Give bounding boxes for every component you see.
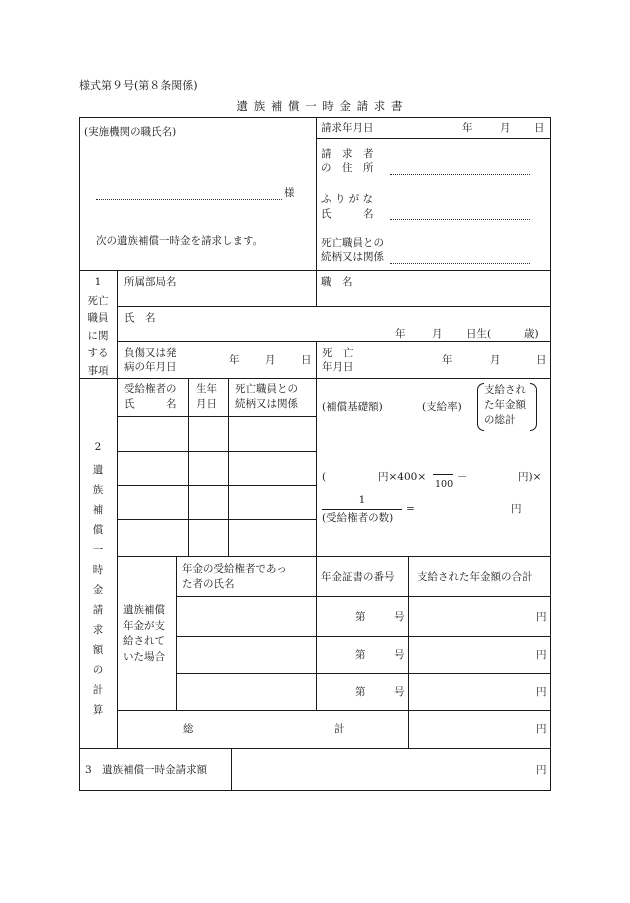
- col-birth-label-2: 月日: [196, 398, 217, 410]
- request-month-label: 月: [500, 122, 511, 134]
- rule-side-col: [117, 270, 118, 748]
- death-month-label: 月: [490, 354, 501, 366]
- cert-row1-go: 号: [394, 611, 405, 623]
- total-label-1: 総: [183, 723, 194, 735]
- rule-s1-bottom: [79, 378, 551, 379]
- injury-month-label: 月: [265, 354, 276, 366]
- total-paid-label-2: た年金額: [484, 399, 526, 411]
- claimant-address-label-2: の 住 所: [321, 162, 374, 174]
- deceased-name-label: 氏 名: [124, 312, 156, 324]
- cert-row1-dai: 第: [355, 611, 366, 623]
- rule-pension-cert-col: [408, 556, 409, 748]
- formula-open-paren: (: [322, 471, 327, 483]
- injury-date-label-2: 病の年月日: [124, 361, 177, 373]
- injury-year-label: 年: [229, 354, 240, 366]
- death-year-label: 年: [442, 354, 453, 366]
- formula-equals: =: [406, 503, 415, 515]
- fraction-numerator: 1: [358, 494, 366, 506]
- total-paid-paren-left: [477, 383, 484, 431]
- death-date-label-1: 死 亡: [322, 347, 354, 359]
- rule-pension-bottom: [117, 710, 551, 711]
- pension-row3-yen: 円: [536, 686, 547, 698]
- claimant-name-label: 氏 名: [321, 208, 374, 220]
- form-title: 遺 族 補 償 一 時 金 請 求 書: [236, 99, 404, 113]
- col-birth-label-1: 生年: [196, 383, 217, 395]
- formula-yen-close: 円)×: [518, 471, 542, 483]
- fraction-bar: [322, 509, 402, 510]
- claimant-name-line[interactable]: [390, 219, 530, 220]
- rule-left: [79, 117, 80, 791]
- cert-row2-dai: 第: [355, 649, 366, 661]
- relation-label-1: 死亡職員との: [321, 237, 384, 249]
- base-amount-label: (補償基礎額): [322, 401, 383, 413]
- total-paid-paren-right: [530, 383, 537, 431]
- rule-s2-mid: [117, 556, 551, 557]
- formula-yen-x400: 円×400×: [378, 471, 427, 483]
- injury-day-label: 日: [301, 354, 312, 366]
- rule-s1-split-1: [316, 270, 317, 306]
- section3-label: 3 遺族補償一時金請求額: [85, 764, 208, 776]
- request-day-label: 日: [534, 122, 545, 134]
- total-yen: 円: [536, 723, 547, 735]
- agency-label: (実施機関の職氏名): [84, 126, 177, 138]
- section2-side-label: 遺族補償一時金請求額の計算: [92, 464, 104, 716]
- rule-pension-row2: [176, 673, 551, 674]
- job-label: 職 名: [321, 276, 353, 288]
- pension-holder-label-1: 年金の受給権者であっ: [182, 563, 287, 575]
- relation-label-2: 続柄又は関係: [321, 251, 384, 263]
- col-relation-label-1: 死亡職員との: [235, 383, 298, 395]
- section3-yen: 円: [536, 764, 547, 776]
- pension-holder-label-2: た者の氏名: [182, 578, 235, 590]
- pension-case-label: 遺族補償年金が支給されていた場合: [123, 604, 165, 663]
- total-label-2: 計: [334, 723, 345, 735]
- col-claimant-label-1: 受給権者の: [124, 383, 177, 395]
- rule-s3-split: [231, 748, 232, 790]
- rule-s1-row2: [117, 341, 551, 342]
- age-label: 歳): [524, 328, 539, 340]
- rule-top-section-bottom: [79, 270, 551, 271]
- formula-rate-bar: [433, 474, 453, 475]
- formula-minus: －: [457, 471, 468, 483]
- rule-s2-col-relation: [228, 378, 229, 556]
- section1-side-label: 死亡職員に関する事項: [87, 295, 109, 377]
- rule-pension-head: [176, 596, 551, 597]
- rule-s2-col-formula: [316, 378, 317, 710]
- sama-label: 様: [284, 187, 295, 199]
- rule-s2-bottom: [79, 748, 551, 749]
- rule-s2-grid-2: [117, 451, 316, 452]
- cert-row2-go: 号: [394, 649, 405, 661]
- furigana-label: ふ り が な: [321, 193, 374, 205]
- rule-top: [79, 117, 551, 118]
- request-date-label: 請求年月日: [321, 122, 374, 134]
- pension-row1-yen: 円: [536, 611, 547, 623]
- pension-total-header: 支給された年金額の合計: [417, 571, 533, 583]
- formula-denominator-100: 100: [435, 479, 454, 490]
- claimant-address-label-1: 請 求 者: [321, 148, 374, 160]
- rule-s1-row1: [117, 306, 551, 307]
- section2-number: 2: [94, 441, 102, 453]
- birth-month-label: 月: [432, 328, 443, 340]
- cert-number-header: 年金証書の番号: [321, 571, 395, 583]
- rule-pension-case-col: [176, 556, 177, 710]
- pension-row2-yen: 円: [536, 649, 547, 661]
- form-number: 様式第９号(第８条関係): [79, 79, 198, 92]
- request-text: 次の遺族補償一時金を請求します。: [96, 235, 264, 247]
- rule-s1-split-2: [316, 341, 317, 378]
- total-paid-label-1: 支給され: [484, 384, 526, 396]
- injury-date-label-1: 負傷又は発: [124, 347, 177, 359]
- cert-row3-dai: 第: [355, 686, 366, 698]
- rule-s2-grid-1: [117, 416, 316, 417]
- rule-s2-col-birth: [188, 378, 189, 556]
- total-paid-label-3: の総計: [484, 414, 516, 426]
- rule-top-split: [316, 117, 317, 270]
- request-year-label: 年: [462, 122, 473, 134]
- col-claimant-label-2: 氏 名: [124, 398, 177, 410]
- death-day-label: 日: [536, 354, 547, 366]
- rule-pension-row1: [176, 636, 551, 637]
- col-relation-label-2: 続柄又は関係: [235, 398, 298, 410]
- dept-label: 所属部局名: [124, 276, 177, 288]
- rule-s2-grid-3: [117, 485, 316, 486]
- birth-day-label: 日生(: [466, 328, 492, 340]
- cert-row3-go: 号: [394, 686, 405, 698]
- birth-year-label: 年: [395, 328, 406, 340]
- rule-bottom: [79, 790, 551, 791]
- claimant-address-line[interactable]: [390, 174, 530, 175]
- death-date-label-2: 年月日: [322, 361, 354, 373]
- rule-date-bottom: [316, 138, 551, 139]
- section1-number: 1: [94, 276, 102, 288]
- formula-result-yen: 円: [511, 503, 522, 515]
- rule-right: [550, 117, 551, 791]
- rate-label: (支給率): [422, 401, 462, 413]
- fraction-denominator: (受給権者の数): [322, 512, 394, 524]
- relation-line[interactable]: [390, 263, 530, 264]
- rule-s2-grid-4: [117, 519, 316, 520]
- agency-name-line[interactable]: [96, 199, 282, 200]
